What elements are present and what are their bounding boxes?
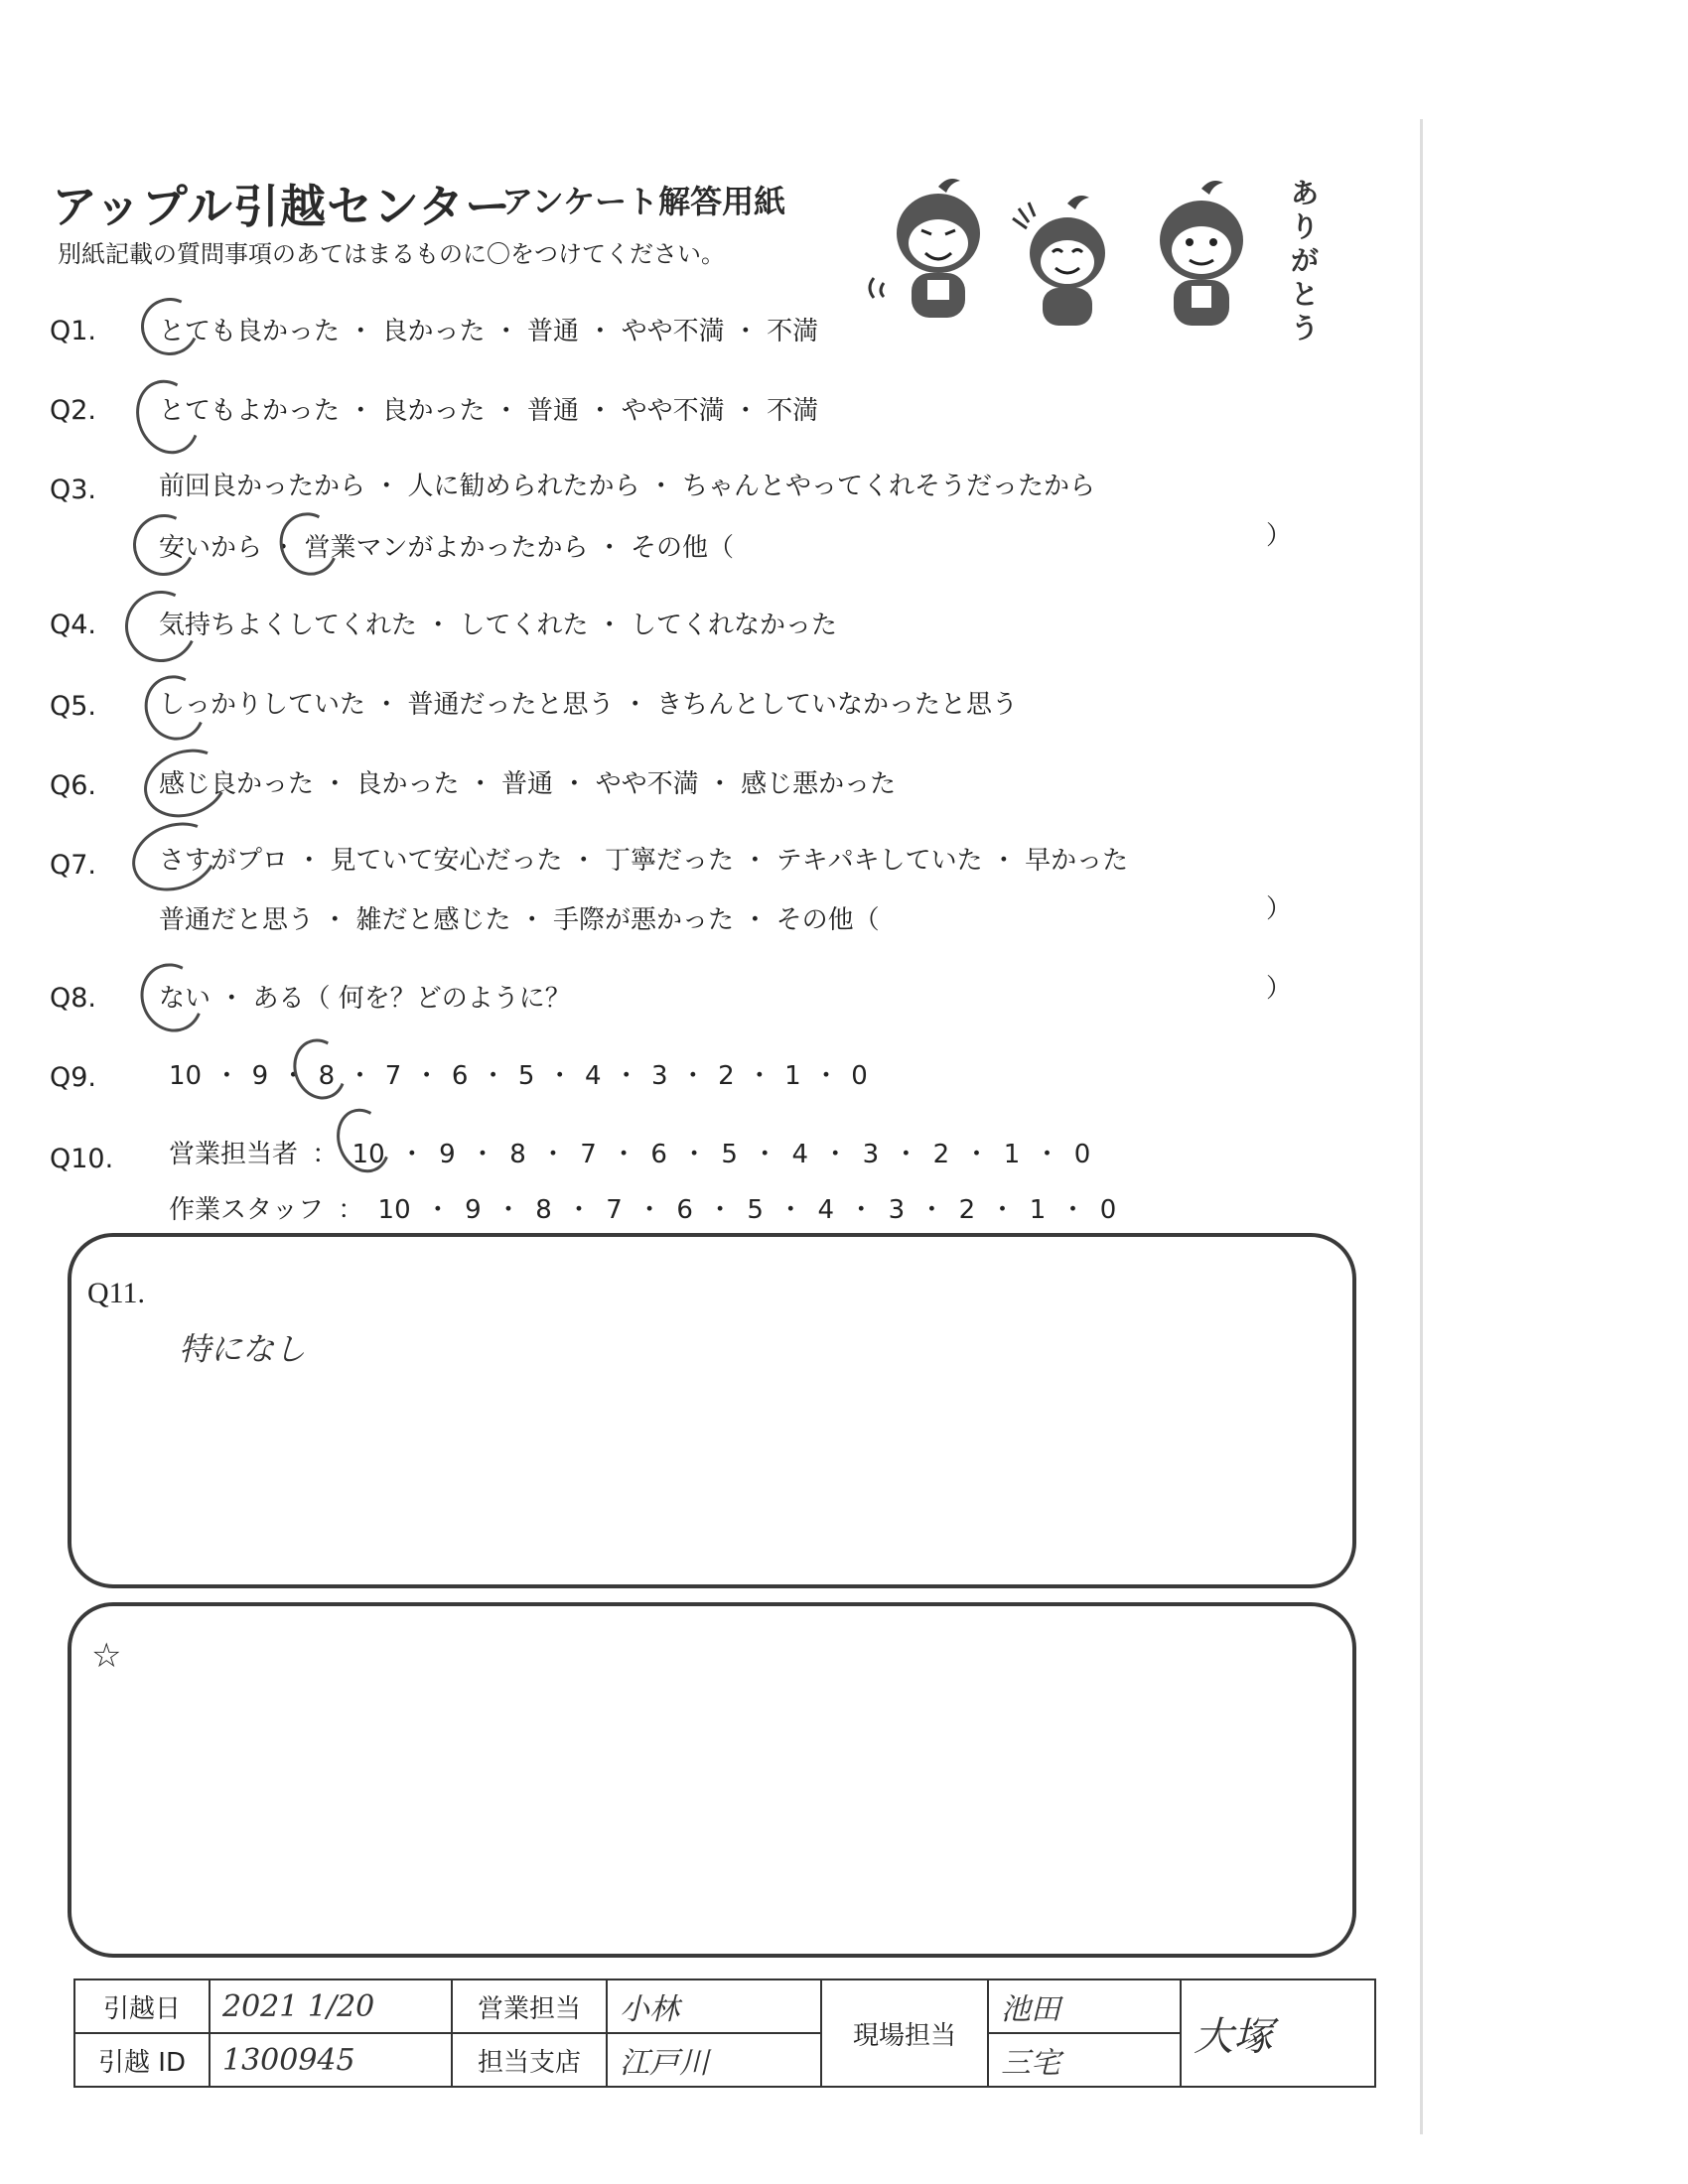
q8-close-paren: ） <box>1266 974 1293 1004</box>
star-icon: ☆ <box>91 1638 122 1675</box>
thanks-vertical-text: ありがとう <box>1291 177 1320 344</box>
q6-answer-circle <box>134 738 236 828</box>
brand-title: アップル引越センター <box>52 180 512 233</box>
q7-options-line1[interactable]: さすがプロ ・ 見ていて安心だった ・ 丁寧だった ・ テキパキしていた ・ 早かった <box>159 846 1129 876</box>
move-id-value: 1300945 <box>222 2042 355 2078</box>
sales-rep-label: 営業担当 <box>452 1979 607 2033</box>
q2-label: Q2. <box>50 395 97 426</box>
free-comment-box[interactable] <box>68 1602 1356 1958</box>
q3-label: Q3. <box>50 475 97 505</box>
q7-label: Q7. <box>50 850 97 881</box>
q5-answer-circle <box>136 667 214 750</box>
q8-answer-circle <box>131 955 212 1041</box>
site-staff-value-2: 三宅 <box>1001 2046 1060 2081</box>
q6-label: Q6. <box>50 770 97 801</box>
q8-label: Q8. <box>50 983 97 1014</box>
q3-answer-circle-2 <box>271 504 347 584</box>
move-date-value: 2021 1/20 <box>222 1988 375 2024</box>
q9-label: Q9. <box>50 1062 97 1093</box>
q4-label: Q4. <box>50 610 97 640</box>
q1-answer-circle <box>133 290 207 363</box>
instruction-text: 別紙記載の質問事項のあてはまるものに〇をつけてください。 <box>58 240 725 268</box>
q3-answer-circle-1 <box>124 505 203 584</box>
q9-answer-circle <box>285 1031 354 1107</box>
q10-label: Q10. <box>50 1144 114 1174</box>
q7-answer-circle <box>122 811 226 902</box>
q9-options[interactable]: 10 ・ 9 ・ 8 ・ 7 ・ 6 ・ 5 ・ 4 ・ 3 ・ 2 ・ 1 ・ 0 <box>169 1061 868 1091</box>
branch-value: 江戸川 <box>620 2046 709 2081</box>
q3-options-line1[interactable]: 前回良かったから ・ 人に勧められたから ・ ちゃんとやってくれそうだったから <box>159 472 1096 501</box>
sales-rep-value: 小林 <box>620 1992 679 2027</box>
q6-options[interactable]: 感じ良かった ・ 良かった ・ 普通 ・ やや不満 ・ 感じ悪かった <box>159 769 897 799</box>
q1-options[interactable]: とても良かった ・ 良かった ・ 普通 ・ やや不満 ・ 不満 <box>159 317 819 346</box>
form-subtitle: アンケート解答用紙 <box>501 183 786 220</box>
site-staff-value-3: 大塚 <box>1194 2013 1273 2060</box>
q4-options[interactable]: 気持ちよくしてくれた ・ してくれた ・ してくれなかった <box>159 611 838 640</box>
monkey-bowing-icon <box>1160 181 1243 326</box>
q3-close-paren: ） <box>1266 521 1293 551</box>
q11-comment-box[interactable] <box>68 1233 1356 1588</box>
q11-handwritten-answer: 特になし <box>179 1330 307 1368</box>
q7-close-paren: ） <box>1266 894 1293 924</box>
q5-options[interactable]: しっかりしていた ・ 普通だったと思う ・ きちんとしていなかったと思う <box>159 690 1019 720</box>
q10-staff-options[interactable]: 作業スタッフ ： 10 ・ 9 ・ 8 ・ 7 ・ 6 ・ 5 ・ 4 ・ 3 ・ 2 ・ 1 ・ 0 <box>169 1195 1117 1225</box>
monkey-laughing-icon <box>870 179 980 318</box>
q10-sales-options[interactable]: 営業担当者 ： 10 ・ 9 ・ 8 ・ 7 ・ 6 ・ 5 ・ 4 ・ 3 ・ 2 ・ 1 ・ 0 <box>169 1140 1091 1169</box>
q7-options-line2[interactable]: 普通だと思う ・ 雑だと感じた ・ 手際が悪かった ・ その他（ <box>159 905 880 935</box>
monkey-mascots-illustration <box>854 169 1311 338</box>
site-staff-label: 現場担当 <box>821 1979 988 2087</box>
scan-edge-line <box>1420 119 1423 2134</box>
move-id-label: 引越 ID <box>74 2033 210 2087</box>
q5-label: Q5. <box>50 691 97 722</box>
q8-options[interactable]: ない ・ ある（ 何を？どのように？ <box>159 984 571 1014</box>
q11-label: Q11. <box>87 1277 146 1309</box>
move-date-label: 引越日 <box>74 1979 210 2033</box>
site-staff-value-1: 池田 <box>1001 1992 1060 2027</box>
q1-label: Q1. <box>50 316 97 346</box>
q2-answer-circle <box>126 371 210 464</box>
q2-options[interactable]: とてもよかった ・ 良かった ・ 普通 ・ やや不満 ・ 不満 <box>159 396 819 426</box>
move-info-table <box>73 1979 1376 2088</box>
q3-options-line2[interactable]: 安いから ・ 営業マンがよかったから ・ その他（ <box>159 533 735 563</box>
monkey-smiling-icon <box>1013 196 1105 326</box>
q4-answer-circle <box>115 581 207 672</box>
branch-label: 担当支店 <box>452 2033 607 2087</box>
